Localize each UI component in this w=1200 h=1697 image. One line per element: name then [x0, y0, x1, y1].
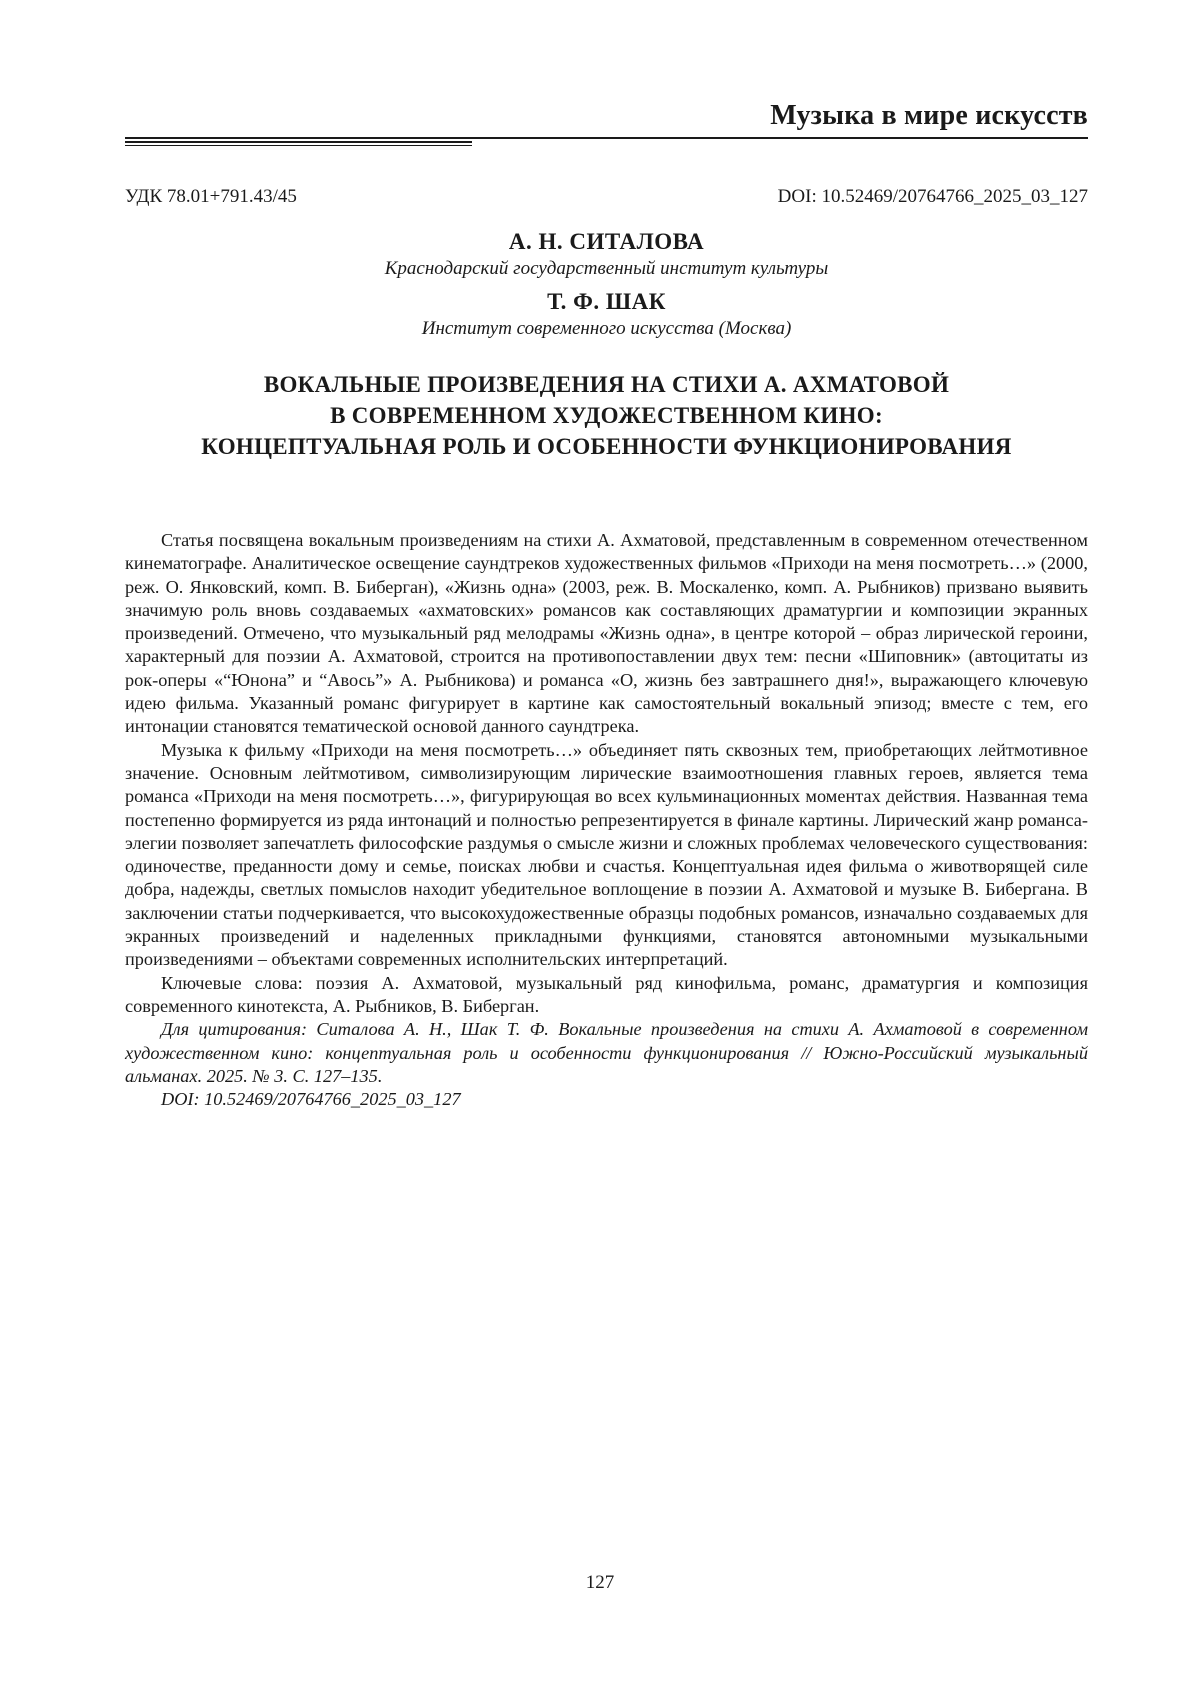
article-title-line: ВОКАЛЬНЫЕ ПРОИЗВЕДЕНИЯ НА СТИХИ А. АХМАТОВОЙ — [263, 372, 950, 397]
header-rule-short — [125, 141, 472, 143]
doi-header: DOI: 10.52469/20764766_2025_03_127 — [777, 186, 1088, 207]
article-title-line: КОНЦЕПТУАЛЬНАЯ РОЛЬ И ОСОБЕННОСТИ ФУНКЦИОНИРОВАНИЯ — [201, 434, 1012, 459]
citation: Для цитирования: Ситалова А. Н., Шак Т. Ф. Вокальные произведения на стихи А. Ахматовой в современном художественном кино: концептуальная роль и особенности функционирования // Южно-Российский музыкальный альманах. 2025. № 3. С. 127–135. — [125, 1019, 1088, 1086]
header-rule-short-thin — [125, 145, 472, 146]
article-title — [125, 369, 1088, 462]
abstract-body — [125, 529, 1088, 1111]
article-title-line: В СОВРЕМЕННОМ ХУДОЖЕСТВЕННОМ КИНО: — [330, 403, 883, 428]
author-affiliation: Краснодарский государственный институт культуры — [384, 258, 829, 279]
keywords: Ключевые слова: поэзия А. Ахматовой, музыкальный ряд кинофильма, романс, драматургия и композиция современного кинотекста, А. Рыбников, В. Биберган. — [125, 972, 1088, 1016]
author-name: Т. Ф. ШАК — [547, 289, 666, 314]
author-affiliation: Институт современного искусства (Москва) — [421, 318, 792, 339]
citation-doi: DOI: 10.52469/20764766_2025_03_127 — [161, 1089, 461, 1110]
page-number: 127 — [585, 1572, 615, 1593]
abstract-paragraph: Статья посвящена вокальным произведениям на стихи А. Ахматовой, представленным в современном отечественном кинематографе. Аналитическое освещение саундтреков художественных фильмов «Приходи на меня посмотреть…» (2000, реж. О. Янковский, комп. В. Биберган), «Жизнь одна» (2003, реж. В. Москаленко, комп. А. Рыбников) призвано выявить значимую роль вновь создаваемых «ахматовских» романсов как составляющих драматургии и композиции экранных произведений. Отмечено, что музыкальный ряд мелодрамы «Жизнь одна», в центре которой – образ лирической героини, характерный для поэзии А. Ахматовой, строится на противопоставлении двух тем: песни «Шиповник» (автоцитаты из рок-оперы «“Юнона” и “Авось”» А. Рыбникова) и романса «О, жизнь без завтрашнего дня!», выражающего ключевую идею фильма. Указанный романс фигурирует в картине как самостоятельный вокальный эпизод; вместе с тем, его интонации становятся тематической основой данного саундтрека. — [125, 530, 1088, 737]
article-meta-row — [125, 186, 1088, 208]
header-rule — [125, 137, 1088, 139]
running-head-section-title: Музыка в мире искусств — [770, 100, 1088, 131]
author-name: А. Н. СИТАЛОВА — [508, 229, 705, 254]
udk-code: УДК 78.01+791.43/45 — [125, 186, 297, 207]
abstract-paragraph: Музыка к фильму «Приходи на меня посмотреть…» объединяет пять сквозных тем, приобретающих лейтмотивное значение. Основным лейтмотивом, символизирующим лирические взаимоотношения главных героев, является тема романса «Приходи на меня посмотреть…», фигурирующая во всех кульминационных моментах действия. Названная тема постепенно формируется из ряда интонаций и полностью репрезентируется в финале картины. Лирический жанр романса-элегии позволяет запечатлеть философские раздумья о смысле жизни и сложных проблемах человеческого существования: одиночестве, преданности дому и семье, поисках любви и счастья. Концептуальная идея фильма о животворящей силе добра, надежды, светлых помыслов находит убедительное воплощение в поэзии А. Ахматовой и музыке В. Бибергана. В заключении статьи подчеркивается, что высокохудожественные образцы подобных романсов, изначально создаваемых для экранных произведений и наделенных прикладными функциями, становятся автономными музыкальными произведениями – объектами современных исполнительских интерпретаций. — [125, 739, 1088, 970]
